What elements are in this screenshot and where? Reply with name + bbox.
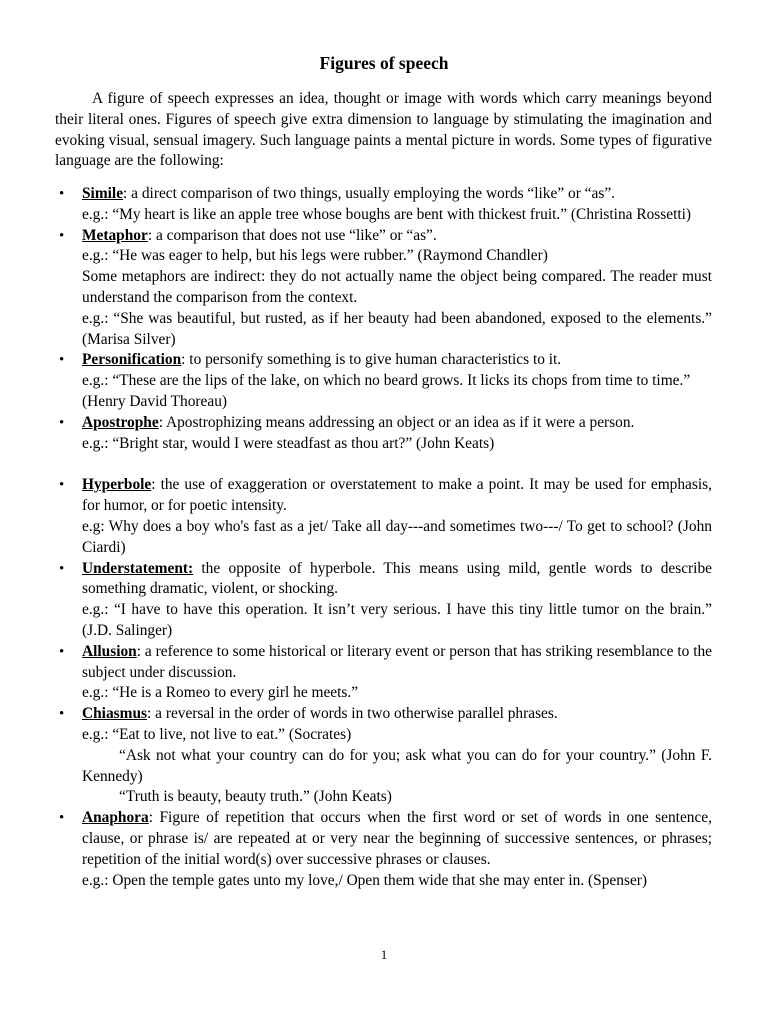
list-item-simile bbox=[55, 184, 712, 226]
figures-list bbox=[55, 184, 712, 891]
term-anaphora: Anaphora bbox=[82, 809, 149, 827]
example-line: e.g.: “My heart is like an apple tree whose boughs are bent with thickest fruit.” (Christina Rossetti) bbox=[82, 205, 692, 223]
example-line: e.g.: Open the temple gates unto my love,/ Open them wide that she may enter in. (Spenser) bbox=[82, 871, 648, 889]
example-line: e.g.: “I have to have this operation. It isn’t very serious. I have this tiny little tumor on the brain.” (J.D. Salinger) bbox=[82, 601, 712, 639]
example-line: e.g.: “He was eager to help, but his legs were rubber.” (Raymond Chandler) bbox=[82, 247, 548, 265]
list-item-hyperbole bbox=[55, 475, 712, 558]
example-line: e.g.: “He is a Romeo to every girl he meets.” bbox=[82, 684, 359, 702]
term-allusion: Allusion bbox=[82, 642, 137, 660]
definition-personification: : to personify something is to give human characteristics to it. bbox=[181, 351, 562, 369]
bullet-icon: • bbox=[59, 414, 65, 431]
example-line: “Truth is beauty, beauty truth.” (John Keats) bbox=[119, 788, 392, 806]
list-item-chiasmus bbox=[55, 704, 712, 808]
definition-understatement: the opposite of hyperbole. This means using mild, gentle words to describe something dramatic, violent, or shocking. bbox=[82, 559, 712, 598]
term-hyperbole: Hyperbole bbox=[82, 476, 152, 494]
term-understatement: Understatement: bbox=[82, 559, 194, 577]
attribution-line: (Henry David Thoreau) bbox=[82, 392, 228, 410]
definition-hyperbole: : the use of exaggeration or overstatement to make a point. It may be used for emphasis, for humor, or for poetic intensity. bbox=[82, 476, 712, 515]
bullet-icon: • bbox=[59, 227, 65, 244]
bullet-icon: • bbox=[59, 810, 65, 827]
term-metaphor: Metaphor bbox=[82, 226, 148, 244]
list-item-apostrophe bbox=[55, 413, 712, 455]
term-apostrophe: Apostrophe bbox=[82, 413, 159, 431]
page-title: Figures of speech bbox=[319, 53, 449, 73]
example-line: e.g.: “These are the lips of the lake, on which no beard grows. It licks its chops from time to time.” bbox=[82, 372, 691, 390]
list-item-metaphor bbox=[55, 226, 712, 351]
term-personification: Personification bbox=[82, 351, 182, 369]
example-line: e.g.: “Eat to live, not live to eat.” (Socrates) bbox=[82, 725, 352, 743]
bullet-icon: • bbox=[59, 352, 65, 369]
bullet-icon: • bbox=[59, 643, 65, 660]
example-line: e.g.: “Bright star, would I were steadfast as thou art?” (John Keats) bbox=[82, 434, 495, 452]
page-number: 1 bbox=[380, 947, 388, 962]
list-item-personification bbox=[55, 350, 712, 412]
explanation-line: Some metaphors are indirect: they do not actually name the object being compared. The reader must understand the comparison from the context. bbox=[82, 268, 712, 306]
definition-allusion: : a reference to some historical or literary event or person that has striking resemblance to the subject under discussion. bbox=[82, 642, 712, 681]
term-chiasmus: Chiasmus bbox=[82, 705, 148, 723]
definition-chiasmus: : a reversal in the order of words in two otherwise parallel phrases. bbox=[147, 705, 558, 723]
term-simile: Simile bbox=[82, 185, 124, 202]
list-item-anaphora bbox=[55, 808, 712, 891]
list-item-allusion bbox=[55, 642, 712, 704]
definition-simile: : a direct comparison of two things, usually employing the words “like” or “as”. bbox=[123, 185, 615, 202]
definition-anaphora: : Figure of repetition that occurs when the first word or set of words in one sentence, clause, or phrase is/ are repeated at or very near the beginning of successive sentences, or phrases; repetition of the initial word(s) over successive phrases or clauses. bbox=[82, 809, 712, 868]
bullet-icon: • bbox=[59, 186, 65, 202]
definition-apostrophe: : Apostrophizing means addressing an object or an idea as if it were a person. bbox=[158, 413, 635, 431]
bullet-icon: • bbox=[59, 477, 65, 494]
example-line: “Ask not what your country can do for you; ask what you can do for your country.” (John F. Kennedy) bbox=[82, 746, 712, 785]
definition-metaphor: : a comparison that does not use “like” or “as”. bbox=[147, 226, 437, 244]
bullet-icon: • bbox=[59, 706, 65, 723]
intro-paragraph: A figure of speech expresses an idea, thought or image with words which carry meanings beyond their literal ones. Figures of speech give extra dimension to language by stimulating the imagination and evoking visual, sensual imagery. Such language paints a mental picture in words. Some types of figurative language are the following: bbox=[55, 90, 712, 170]
example-line: e.g.: “She was beautiful, but rusted, as if her beauty had been abandoned, exposed to the elements.” (Marisa Silver) bbox=[82, 309, 712, 348]
list-item-understatement bbox=[55, 559, 712, 642]
example-line: e.g: Why does a boy who's fast as a jet/ Take all day---and sometimes two---/ To get to school? (John Ciardi) bbox=[82, 517, 712, 556]
bullet-icon: • bbox=[59, 560, 65, 577]
